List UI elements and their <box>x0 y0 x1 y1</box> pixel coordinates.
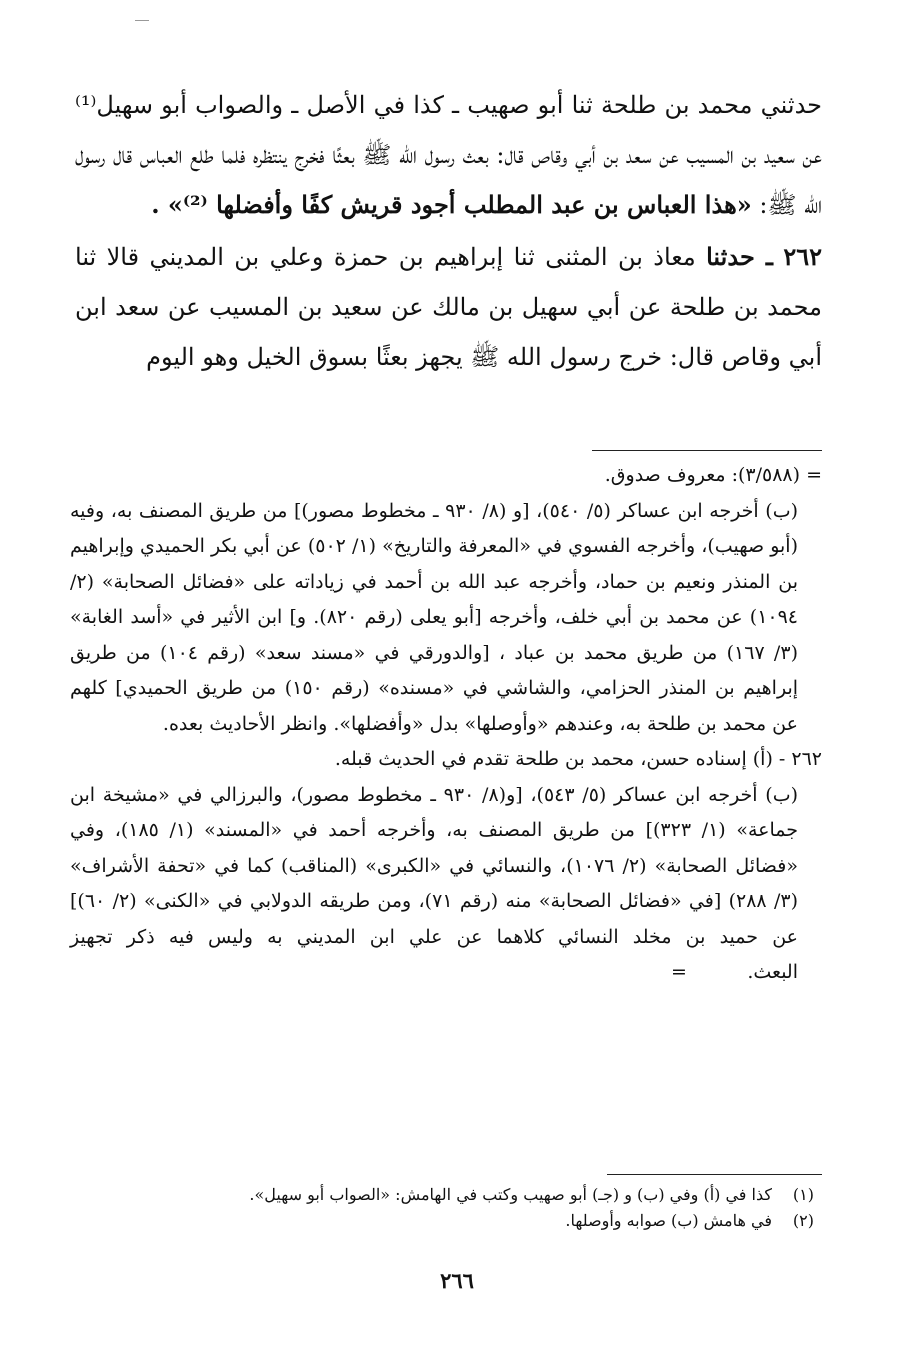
footnote <box>70 1208 814 1234</box>
page-number: ٢٦٦ <box>440 1268 474 1293</box>
footnotes-separator <box>607 1174 822 1175</box>
footnotes <box>70 1182 814 1234</box>
hadith-number: ٢٦٢ <box>783 242 822 271</box>
notes-separator <box>592 450 822 451</box>
continuation-mark: = <box>671 961 687 983</box>
hadith-261-text: حدثني محمد بن طلحة ثنا أبو صهيب ـ كذا في الأصل ـ والصواب أبو سهيل⁽¹⁾عن سعيد بن المسيب عن سعد بن أبي وقاص قال: بعث رسول الله ﷺ بعثًا فخرج ينتظره فلما طلع العباس قال رسول الله ﷺ: «هذا العباس بن عبد المطلب أجود قريش كفًا وأفضلها ⁽²⁾» . <box>75 91 823 219</box>
footnote-text: في هامش (ب) صوابه وأوصلها. <box>565 1211 772 1230</box>
main-text <box>75 80 822 382</box>
note-262-b: (ب) أخرجه ابن عساكر (٥/ ٥٤٣)، [و(٨/ ٩٣٠ ـ مخطوط مصور)، والبرزالي في «مشيخة ابن جماعة» (١/ ٣٢٣)] من طريق المصنف به، وأخرجه أحمد في «المسند» (١/ ١٨٥)، وفي «فضائل الصحابة» (٢/ ١٠٧٦)، والنسائي في «الكبرى» (المناقب) كما في «تحفة الأشراف» (٣/ ٢٨٨) [في «فضائل الصحابة» منه (رقم ٧١)، ومن طريقه الدولابي في «الكنى» (٢/ ٦٠)] عن حميد بن مخلد النسائي كلاهما عن علي ابن المديني به وليس فيه ذكر تجهيز البعث. = <box>70 783 799 983</box>
note-continuation: = (٣/٥٨٨): معروف صدوق. <box>604 464 822 486</box>
hadith-lead: ـ حدثنا <box>706 242 773 271</box>
hadith-262-text: ٢٦٢ ـ حدثنا معاذ بن المثنى ثنا إبراهيم بن حمزة وعلي بن المديني قالا ثنا محمد بن طلحة عن أبي سهيل بن مالك عن سعيد بن المسيب عن سعد ابن أبي وقاص قال: خرج رسول الله ﷺ يجهز بعثًا بسوق الخيل وهو اليوم <box>75 242 822 371</box>
note-262-a: ٢٦٢ - (أ) إسناده حسن، محمد بن طلحة تقدم في الحديث قبله. <box>334 748 822 770</box>
footnote <box>70 1182 814 1208</box>
footnote-text: كذا في (أ) وفي (ب) و (جـ) أبو صهيب وكتب في الهامش: «الصواب أبو سهيل». <box>249 1185 772 1204</box>
hadith-quote: «هذا العباس بن عبد المطلب أجود قريش كفًا وأفضلها ⁽²⁾» . <box>151 190 752 219</box>
footnote-number: (١) <box>792 1185 814 1204</box>
top-mark <box>135 20 149 21</box>
commentary-notes <box>70 458 822 991</box>
footnote-number: (٢) <box>792 1211 814 1230</box>
note-261-b: (ب) أخرجه ابن عساكر (٥/ ٥٤٠)، [و (٨/ ٩٣٠ ـ مخطوط مصور)] من طريق المصنف به، وفيه (أبو صهيب)، وأخرجه الفسوي في «المعرفة والتاريخ» (١/ ٥٠٢) عن أبي بكر الحميدي وإبراهيم بن المنذر ونعيم بن حماد، وأخرجه عبد الله بن أحمد في زياداته على «فضائل الصحابة» (٢/ ١٠٩٤) عن محمد بن أبي خلف، وأخرجه [أبو يعلى (رقم ٨٢٠). و] ابن الأثير في «أسد الغابة» (٣/ ١٦٧) من طريق محمد بن عباد ، [والدورقي في «مسند سعد» (رقم ١٠٤) من طريق إبراهيم بن المنذر الحزامي، والشاشي في «مسنده» (رقم ١٥٠) من طريق الحميدي] كلهم عن محمد بن طلحة به، وعندهم «وأوصلها» بدل «وأفضلها». وانظر الأحاديث بعده. <box>70 499 799 735</box>
